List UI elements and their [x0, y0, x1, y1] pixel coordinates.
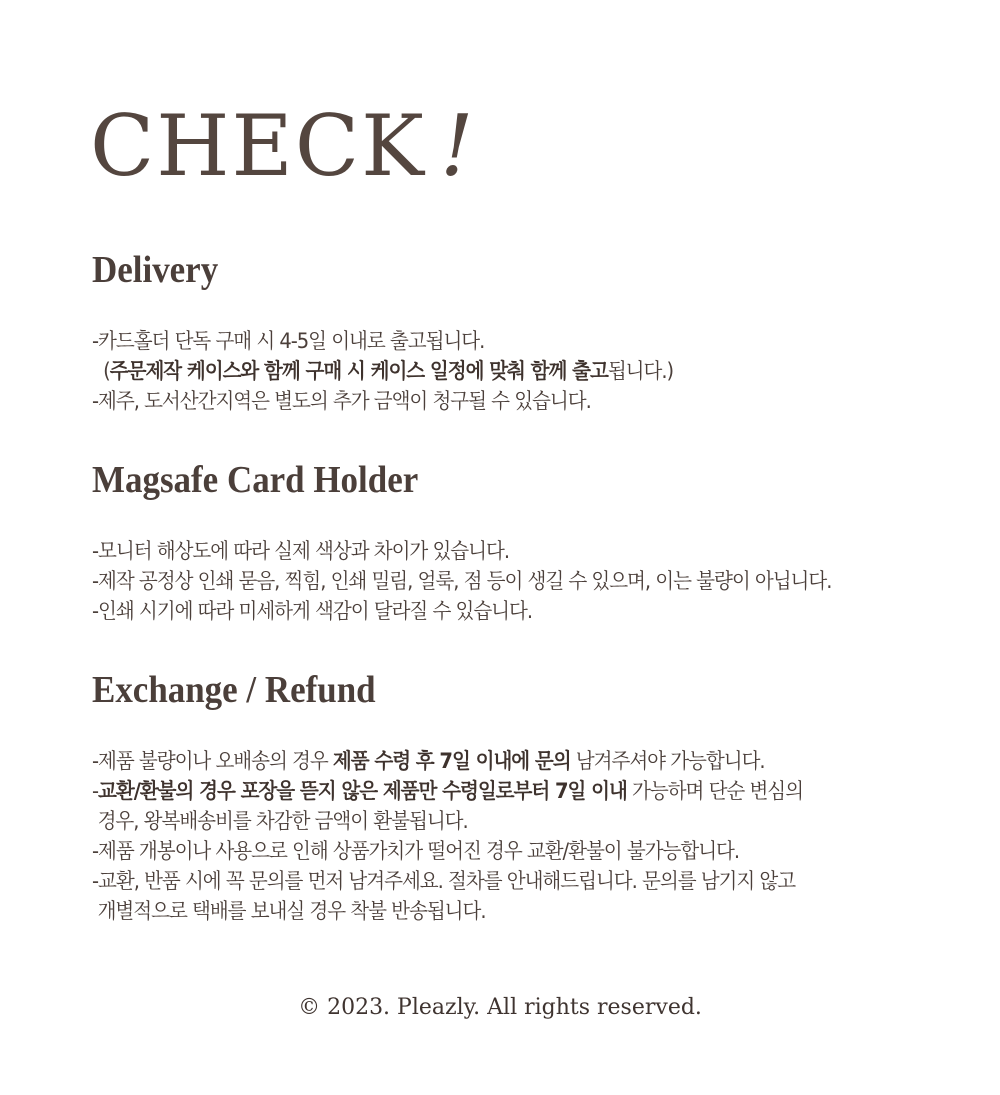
- exchange-refund-section: [92, 668, 922, 926]
- magsafe-note-3: -인쇄 시기에 따라 미세하게 색감이 달라질 수 있습니다.: [92, 599, 533, 623]
- page-title: [90, 96, 476, 196]
- delivery-note-2: [92, 356, 864, 386]
- magsafe-note-2: -제작 공정상 인쇄 묻음, 찍힘, 인쇄 밀림, 얼룩, 점 등이 생길 수 있으며, 이는 불량이 아닙니다.: [92, 569, 832, 593]
- magsafe-notes: [92, 536, 922, 626]
- exchange-note-1-post: 남겨주셔야 가능합니다.: [570, 749, 765, 773]
- page-title-text: CHECK: [90, 97, 426, 195]
- exchange-note-6: 개별적으로 택배를 보내실 경우 착불 반송됩니다.: [97, 899, 486, 923]
- delivery-note-1: -카드홀더 단독 구매 시 4-5일 이내로 출고됩니다.: [92, 329, 485, 353]
- exchange-note-4: -제품 개봉이나 사용으로 인해 상품가치가 떨어진 경우 교환/환불이 불가능합니다.: [92, 839, 740, 863]
- exchange-note-3: 경우, 왕복배송비를 차감한 금액이 환불됩니다.: [97, 809, 468, 833]
- delivery-note-3: -제주, 도서산간지역은 별도의 추가 금액이 청구될 수 있습니다.: [92, 389, 591, 413]
- exchange-note-1-emphasis: 제품 수령 후 7일 이내에 문의: [332, 749, 571, 773]
- exchange-note-5: -교환, 반품 시에 꼭 문의를 먼저 남겨주세요. 절차를 안내해드립니다. 문의를 남기지 않고: [92, 869, 796, 893]
- exchange-refund-heading: Exchange / Refund: [92, 669, 376, 711]
- delivery-heading: Delivery: [92, 249, 219, 291]
- delivery-note-2-emphasis: 주문제작 케이스와 함께 구매 시 케이스 일정에 맞춰 함께 출고: [109, 359, 608, 383]
- exchange-note-2: [92, 776, 864, 806]
- exchange-note-2-dash: -: [92, 779, 99, 803]
- delivery-note-2-rest: 됩니다.): [607, 359, 674, 383]
- exchange-note-1-pre: -제품 불량이나 오배송의 경우: [92, 749, 333, 773]
- magsafe-section: [92, 458, 922, 626]
- exchange-note-2-emphasis: 교환/환불의 경우 포장을 뜯지 않은 제품만 수령일로부터 7일 이내: [98, 779, 627, 803]
- exchange-refund-notes: [92, 746, 922, 926]
- magsafe-note-1: -모니터 해상도에 따라 실제 색상과 차이가 있습니다.: [92, 539, 510, 563]
- exchange-note-1: [92, 746, 864, 776]
- delivery-notes: [92, 326, 922, 416]
- magsafe-heading: Magsafe Card Holder: [92, 459, 419, 501]
- page-title-exclamation: !: [439, 97, 476, 195]
- delivery-note-2-open: (: [103, 359, 110, 383]
- copyright-footer: © 2023. Pleazly. All rights reserved.: [298, 995, 702, 1020]
- delivery-section: [92, 248, 922, 416]
- exchange-note-2-post: 가능하며 단순 변심의: [626, 779, 803, 803]
